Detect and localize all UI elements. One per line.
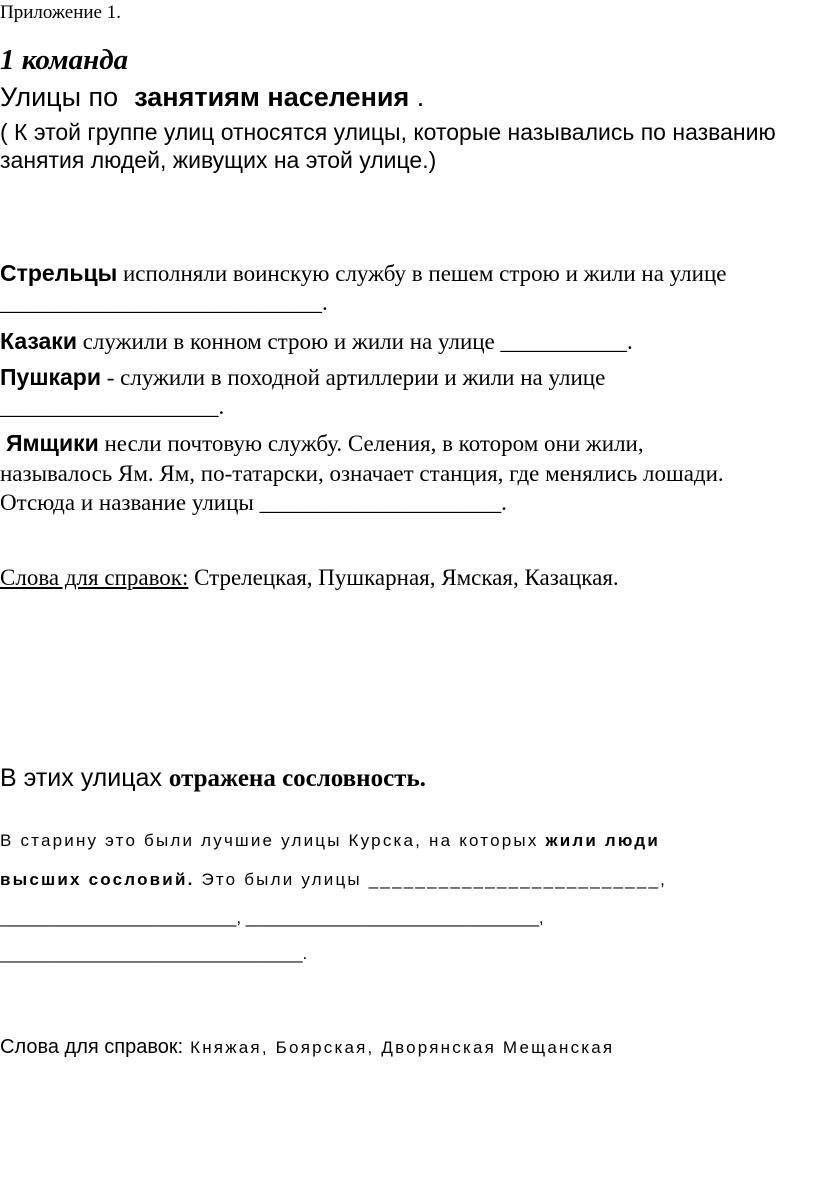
section1-heading-suffix: . xyxy=(409,82,425,112)
hints1-words: Стрелецкая, Пушкарная, Ямская, Казацкая. xyxy=(188,565,619,590)
section2-line2-text: Это были улицы _________________________, xyxy=(194,870,668,889)
streltsy-term: Стрельцы xyxy=(0,260,118,286)
section2-heading-bold: отражена сословность. xyxy=(168,765,426,792)
section1-heading-bold: занятиям населения xyxy=(134,82,410,112)
section2-heading-prefix: В этих улицах xyxy=(0,764,169,792)
hints1-label: Слова для справок: xyxy=(0,565,189,590)
section2-line3: _________________________, _______________________________, xyxy=(0,908,544,927)
hints2-words: Княжая, Боярская, Дворянская Мещанская xyxy=(183,1038,615,1057)
section2-heading xyxy=(0,764,426,793)
yamshchiki-text: несли почтовую службу. Селения, в котором они жили, xyxy=(98,431,644,456)
kazaki-text: служили в конном строю и жили на улице ___________. xyxy=(76,329,633,354)
section2-line2 xyxy=(0,870,667,890)
yamshchiki-term: Ямщики xyxy=(6,430,99,456)
section2-line4: ________________________________. xyxy=(0,944,308,963)
pushkari-text: - служили в походной артиллерии и жили на улице xyxy=(100,365,606,390)
hints1 xyxy=(0,565,619,591)
section2-line2-bold: высших сословий. xyxy=(0,870,195,889)
section2-line1 xyxy=(0,831,660,851)
pushkari-line xyxy=(0,364,605,391)
streltsy-text: исполняли воинскую службу в пешем строю и жили на улице xyxy=(117,261,727,286)
yamshchiki-line1 xyxy=(6,430,644,457)
pushkari-blank: ___________________. xyxy=(0,394,225,419)
section1-description-line2: занятия людей, живущих на этой улице.) xyxy=(0,147,437,173)
yamshchiki-line2: называлось Ям. Ям, по-татарски, означает станция, где менялись лошади. xyxy=(0,461,724,486)
kazaki-term: Казаки xyxy=(0,328,77,354)
hints2 xyxy=(0,1036,614,1059)
section2-line1-text: В старину это были лучшие улицы Курска, на которых xyxy=(0,831,546,850)
team-title: 1 команда xyxy=(0,44,129,76)
section2-line1-bold: жили люди xyxy=(545,831,661,850)
hints2-label: Слова для справок: xyxy=(0,1036,184,1058)
section1-heading-prefix: Улицы по xyxy=(0,82,119,112)
streltsy-blank: ____________________________. xyxy=(0,290,328,315)
kazaki-line xyxy=(0,328,633,355)
section1-description-line1: ( К этой группе улиц относятся улицы, которые назывались по названию xyxy=(0,119,776,145)
streltsy-line xyxy=(0,260,726,287)
pushkari-term: Пушкари xyxy=(0,364,101,390)
appendix-label: Приложение 1. xyxy=(0,2,121,23)
yamshchiki-line3: Отсюда и название улицы _____________________. xyxy=(0,490,507,515)
section1-heading xyxy=(0,82,424,113)
